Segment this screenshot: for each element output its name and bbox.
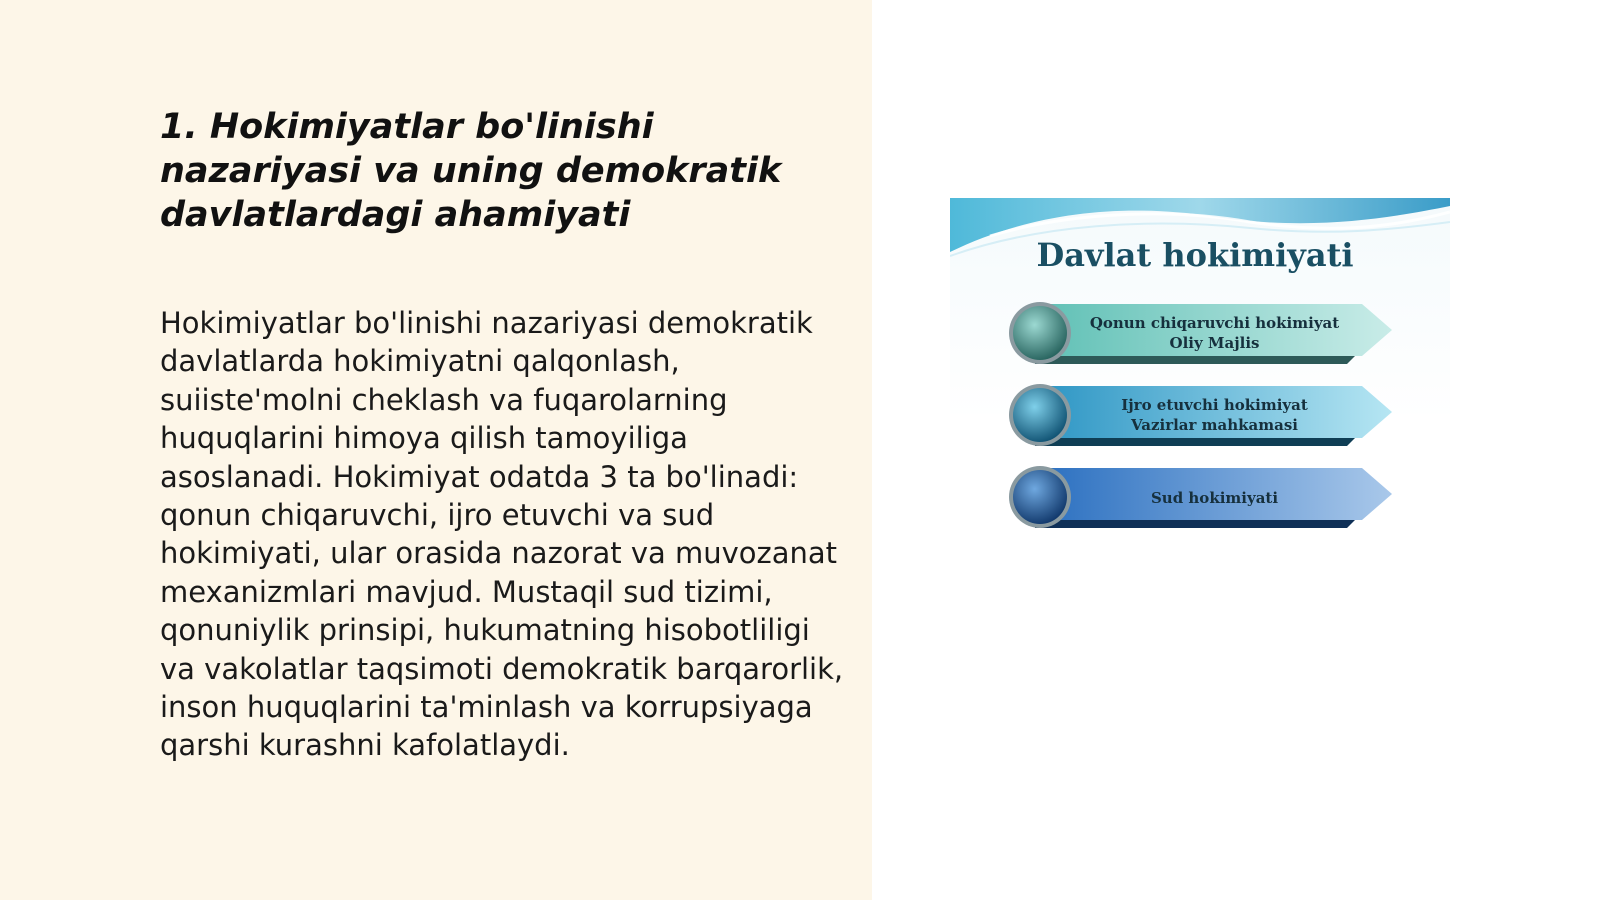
slide-body-text: Hokimiyatlar bo'linishi nazariyasi demokratik davlatlarda hokimiyatni qalqonlash, suiiste'molni cheklash va fuqarolarning huquqlarini himoya qilish tamoyiliga asoslanadi. Hokimiyat odatda 3 ta bo'linadi: qonun chiqaruvchi, ijro etuvchi va sud hokimiyati, ular orasida nazorat va muvozanat mexanizmlari mavjud. Mustaqil sud tizimi, qonuniylik prinsipi, hukumatning hisobotliligi va vakolatlar taqsimoti demokratik barqarorlik, inson huquqlarini ta'minlash va korrupsiyaga qarshi kurashni kafolatlaydi. (160, 306, 844, 763)
branch-legislative-line1: Qonun chiqaruvchi hokimiyat (1089, 314, 1340, 332)
branch-judicial (1007, 466, 1392, 530)
branches-of-power-diagram (950, 198, 1450, 570)
branch-executive (1007, 384, 1392, 448)
slide-heading: 1. Hokimiyatlar bo'linishi nazariyasi va uning demokratik davlatlardagi ahamiyati (160, 107, 782, 235)
branch-legislative-line2: Oliy Majlis (1169, 334, 1260, 352)
branch-executive-line1: Ijro etuvchi hokimiyat (1121, 396, 1308, 414)
branch-judicial-line1: Sud hokimiyati (1150, 489, 1279, 507)
diagram-title: Davlat hokimiyati (1036, 236, 1354, 274)
branch-executive-line2: Vazirlar mahkamasi (1131, 416, 1298, 434)
branch-legislative (1007, 302, 1392, 366)
